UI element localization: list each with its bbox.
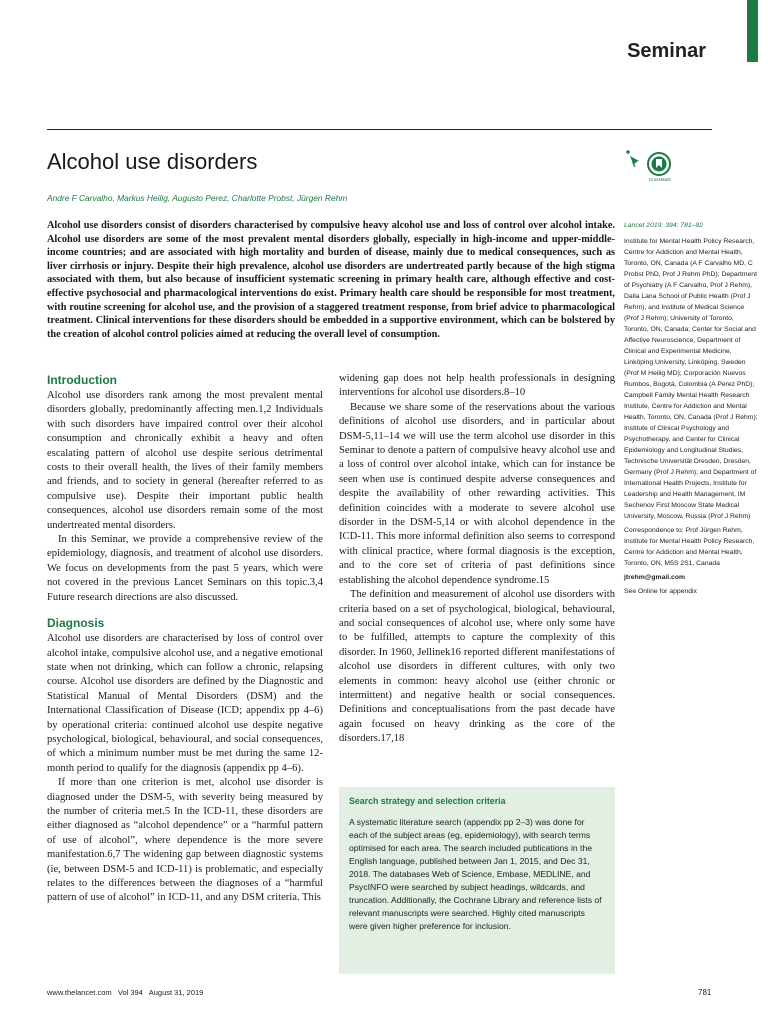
introduction-heading: Introduction [47,373,117,387]
crossmark-label: CrossMark [649,177,671,182]
paragraph: Alcohol use disorders rank among the most prevalent mental disorders globally, predominantly affecting men.1,2 Individuals with such disorders have impaired control over their alcohol consumption and chronically exhibit a heavy and often escalating pattern of alcohol use despite serious detrimental costs to their overall health, the lives of their family members and friends, and to society in general (hereafter referred to as compulsive use). Despite their important public health consequences, alcohol use disorders remain some of the most undertreated mental disorders. [47,390,323,531]
crossmark-badge[interactable] [622,150,682,186]
correspondence: Correspondence to: Prof Jürgen Rehm, Institute for Mental Health Policy Research, Centre for Addiction and Mental Health, Toronto, ON, M5S 2S1, Canada [624,527,755,567]
paragraph: The definition and measurement of alcohol use disorders with criteria based on a set of psychological, biological, behavioural, and social consequences of alcohol use, where only some have to be fulfilled, attempts to capture the complexity of this disorder. In 1960, Jellinek16 reported different manifestations of alcohol use disorders in different cultures, with only two elements in common: heavy alcohol use (either chronic or intermittent) and negative health or social consequences. Definitions and conceptualisations from the past decade have again focused on heavy drinking as the core of the disorders.17,18 [339,589,615,745]
panel-heading: Search strategy and selection criteria [349,796,506,806]
body-column-left [47,372,323,906]
paragraph: Because we share some of the reservations about the various definitions of alcohol use disorders, and in particular about DSM-5,11–14 we will use the term alcohol use disorder in this Seminar to denote a pattern of compulsive heavy alcohol use and a loss of control over alcohol intake, which can for instance be seen when use is continued despite adverse consequences and despite the availability of other rewarding activities. This definition coincides with a moderate to severe alcohol use disorder in the DSM-5,14 or with alcohol dependence in the ICD-11. This more informal definition also seems to correspond with clinical practice, where formal diagnosis is the exception, and to the core set of criteria of past definitions since establishing the alcohol dependence syndrome.15 [339,401,615,586]
paragraph: In this Seminar, we provide a comprehensive review of the epidemiology, diagnosis, and treatment of alcohol use disorders. We focus on developments from the past 5 years, which were not covered in the previous Lancet Seminars on this topic.3,4 Future research directions are also discussed. [47,534,323,603]
paragraph: Alcohol use disorders are characterised by loss of control over alcohol intake, compulsive alcohol use, and a negative emotional state when not drinking, which can follow a chronic, relapsing course. Alcohol use disorders are defined by the Diagnostic and Statistical Manual of Mental Disorders (DSM) and the International Classification of Disease (ICD; appendix pp 4–6) by operational criteria: continued alcohol use despite negative psychological, biological, behavioural, and social consequences, of which a minimum number must be met during the same 12-month period to qualify for the diagnosis (appendix pp 4–6). [47,633,323,774]
sidebar [624,220,760,600]
citation[interactable]: Lancet 2019; 394: 781–92 [624,222,703,229]
header-rule [47,129,712,130]
paragraph: If more than one criterion is met, alcohol use disorder is diagnosed under the DSM-5, with severity being measured by the number of criteria met.5 In the ICD-11, these disorders are either diagnosed as “alcohol dependence” or a “harmful pattern of use of alcohol”, where dependence is the more severe manifestation.6,7 The widening gap between diagnostic systems (ie, between DSM-5 and ICD-11) is problematic, and especially relates to the differences between the diagnoses of a “harmful pattern of use of alcohol” in ICD-11, and any DSM criteria. This [47,777,323,904]
search-strategy-panel [339,787,615,974]
diagnosis-heading: Diagnosis [47,616,105,631]
section-label: Seminar [627,40,706,62]
email-link[interactable]: jtrehm@gmail.com [624,574,686,581]
author-list[interactable]: Andre F Carvalho, Markus Heilig, Augusto Perez, Charlotte Probst, Jürgen Rehm [47,193,348,203]
abstract: Alcohol use disorders consist of disorders characterised by compulsive heavy alcohol use and loss of control over alcohol intake. Alcohol use disorders are some of the most prevalent mental disorders globally, especially in high-income and upper-middle-income countries; and are associated with high mortality and burden of disease, mainly due to medical consequences, such as liver cirrhosis or injury. Despite their high prevalence, alcohol use disorders are undertreated partly because of the high stigma associated with them, but also because of insufficient systematic screening in primary health care, although effective and cost-effective psychosocial and pharmacological interventions do exist. Primary health care should be responsible for most treatment, with routine screening for alcohol use, and the provision of a staggered treatment response, from brief advice to pharmacological treatment. Clinical interventions for these disorders should be embedded in a supportive environment, which can be bolstered by the creation of alcohol control policies aimed at reducing the overall level of consumption. [47,220,615,340]
article-title: Alcohol use disorders [47,149,258,174]
affiliations: Institute for Mental Health Policy Research, Centre for Addiction and Mental Health, Toronto, ON, Canada (A F Carvalho MD, C Probst PhD, Prof J Rehm PhD); Department of Psychiatry (A F Carvalho, Prof J Rehm), Dalla Lana School of Public Health (Prof J Rehm), and Institute of Medical Science (Prof J Rehm); University of Toronto, Toronto, ON, Canada; Center for Social and Affective Neuroscience, Department of Clinical and Experimental Medicine, Linköping University, Linköping, Sweden (Prof M Heilig MD); Corporación Nuevos Rumbos, Bogotá, Colombia (A Perez PhD); Campbell Family Mental Health Research Institute, Centre for Addiction and Mental Health, Toronto, ON, Canada (Prof J Rehm); Institute of Clinical Psychology and Psychotherapy, and Center for Clinical Epidemiology and Longitudinal Studies, Technische Universität Dresden, Dresden, Germany (Prof J Rehm); and Department of International Health Projects, Institute for Leadership and Health Management, IM Sechenov First Moscow State Medical University, Moscow, Russia (Prof J Rehm) [624,238,758,520]
paragraph: widening gap does not help health professionals in designing interventions for alcohol use disorders.8–10 [339,373,615,399]
footer-journal[interactable]: www.thelancet.com Vol 394 August 31, 2019 [47,988,204,997]
page-number: 781 [698,988,712,997]
panel-text: A systematic literature search (appendix pp 2–3) was done for each of the subject areas (eg, epidemiology), with search terms optimised for each area. The search included publications in the English language, published between Jan 1, 2015, and Dec 31, 2018. The databases Web of Science, Embase, MEDLINE, and PsycINFO were searched by subject headings, wildcards, and truncation. Additionally, the Cochrane Library and reference lists of relevant manuscripts were searched. Highly cited manuscripts were given higher preference for inclusion. [349,817,602,931]
see-online-link[interactable]: See Online for appendix [624,588,697,595]
body-column-right [339,372,615,747]
section-color-bar [747,0,758,62]
